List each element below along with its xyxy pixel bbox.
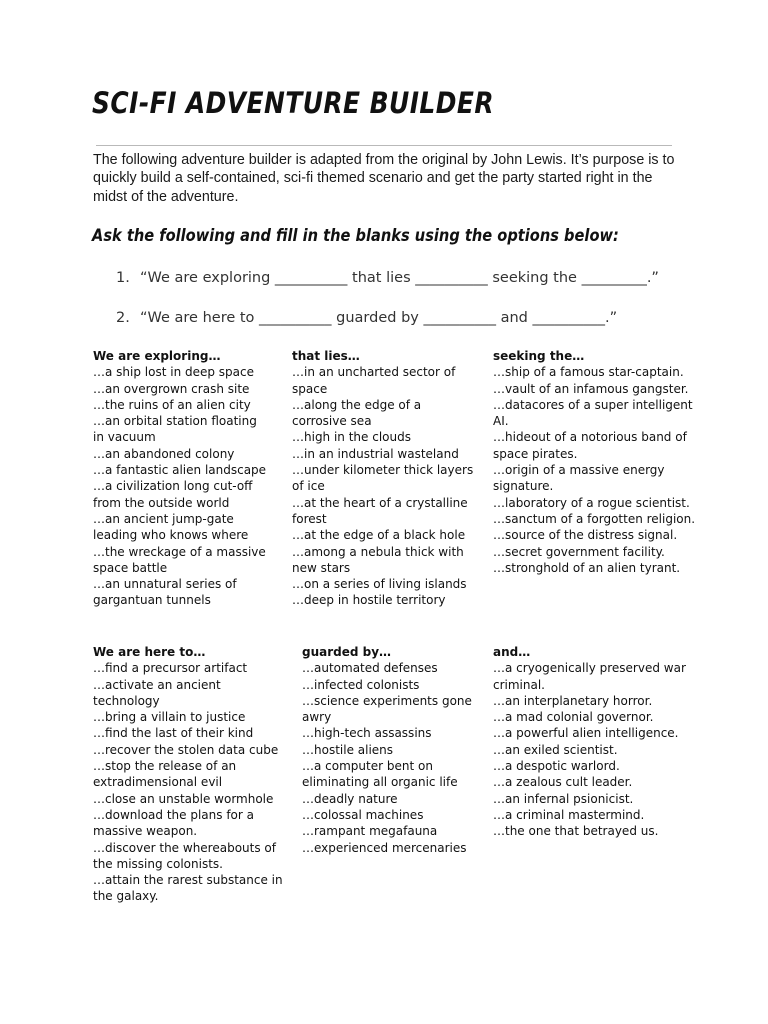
option-item: …an orbital station floating in vacuum — [93, 414, 257, 445]
option-item: …a cryogenically preserved war criminal. — [493, 661, 686, 692]
page-title: SCI-FI ADVENTURE BUILDER — [92, 86, 494, 120]
option-item: …hostile aliens — [302, 742, 394, 757]
table-heading: We are here to… — [93, 645, 206, 659]
option-item: …a despotic warlord. — [493, 759, 620, 774]
option-item: …infected colonists — [302, 677, 420, 692]
option-item: …an infernal psionicist. — [493, 791, 634, 806]
option-item: …on a series of living islands — [292, 577, 467, 592]
option-item: …stronghold of an alien tyrant. — [493, 560, 681, 575]
prompt-text: “We are here to __________ guarded by __________ and __________.” — [140, 310, 618, 326]
option-item: …download the plans for a massive weapon. — [93, 807, 254, 839]
table-heading: We are exploring… — [93, 349, 221, 363]
option-item: …recover the stolen data cube — [93, 742, 279, 757]
table-and — [493, 644, 698, 840]
option-item: …high-tech assassins — [302, 726, 432, 741]
option-item: …laboratory of a rogue scientist. — [493, 495, 690, 510]
option-item: …an unnatural series of gargantuan tunnels — [93, 577, 237, 608]
table-heading: guarded by… — [302, 645, 392, 659]
option-item: …an overgrown crash site — [93, 381, 250, 396]
option-item: …automated defenses — [302, 661, 438, 676]
table-heading: that lies… — [292, 349, 360, 363]
option-item: …among a nebula thick with new stars — [292, 544, 464, 575]
table-seeking — [493, 348, 698, 576]
option-item: …attain the rarest substance in the galaxy. — [93, 873, 283, 904]
option-item: …in an industrial wasteland — [292, 446, 459, 461]
option-item: …a civilization long cut-off from the outside world — [93, 479, 253, 510]
option-item: …datacores of a super intelligent AI. — [493, 397, 693, 429]
option-item: …origin of a massive energy signature. — [493, 463, 665, 494]
option-item: …hideout of a notorious band of space pirates. — [493, 430, 687, 461]
instructions-heading: Ask the following and fill in the blanks using the options below: — [92, 226, 619, 246]
option-item: …along the edge of a corrosive sea — [292, 397, 422, 429]
option-item: …activate an ancient technology — [93, 677, 221, 708]
option-item: …a criminal mastermind. — [493, 807, 645, 822]
option-item: …a powerful alien intelligence. — [493, 726, 679, 741]
option-item: …ship of a famous star-captain. — [493, 365, 684, 380]
option-item: …in an uncharted sector of space — [292, 365, 456, 396]
option-item: …stop the release of an extradimensional evil — [93, 759, 237, 790]
option-item: …an ancient jump-gate leading who knows where — [93, 511, 249, 543]
option-item: …under kilometer thick layers of ice — [292, 463, 474, 494]
option-item: …vault of an infamous gangster. — [493, 381, 689, 396]
option-item: …discover the whereabouts of the missing colonists. — [93, 840, 276, 871]
option-item: …a mad colonial governor. — [493, 710, 654, 725]
option-item: …the wreckage of a massive space battle — [93, 544, 266, 575]
option-item: …source of the distress signal. — [493, 528, 678, 543]
option-item: …close an unstable wormhole — [93, 791, 274, 806]
option-item: …bring a villain to justice — [93, 710, 246, 725]
title-divider — [96, 145, 672, 146]
option-item: …an abandoned colony — [93, 446, 235, 461]
prompt-item — [116, 268, 659, 308]
option-item: …high in the clouds — [292, 430, 411, 445]
option-item: …a fantastic alien landscape — [93, 463, 267, 478]
option-item: …science experiments gone awry — [302, 693, 472, 725]
option-item: …deep in hostile territory — [292, 593, 446, 608]
option-item: …the one that betrayed us. — [493, 824, 659, 839]
table-here-to — [93, 644, 283, 905]
intro-paragraph: The following adventure builder is adapted from the original by John Lewis. It’s purpose is to quickly build a self-contained, sci-fi themed scenario and get the party started right in the midst of the adventure. — [93, 152, 675, 205]
table-exploring — [93, 348, 271, 609]
option-item: …at the edge of a black hole — [292, 528, 466, 543]
prompt-list — [116, 268, 659, 348]
table-heading: and… — [493, 645, 531, 659]
prompt-number: 1. — [116, 270, 130, 286]
prompt-number: 2. — [116, 310, 130, 326]
option-item: …a computer bent on eliminating all organic life — [302, 759, 458, 790]
prompt-text: “We are exploring __________ that lies __________ seeking the _________.” — [140, 270, 659, 286]
prompt-item — [116, 308, 659, 348]
option-item: …deadly nature — [302, 791, 398, 806]
table-guarded — [302, 644, 474, 856]
option-item: …rampant megafauna — [302, 824, 438, 839]
option-item: …an interplanetary horror. — [493, 693, 653, 708]
option-item: …find the last of their kind — [93, 726, 254, 741]
option-item: …find a precursor artifact — [93, 661, 248, 676]
option-item: …colossal machines — [302, 807, 424, 822]
option-item: …an exiled scientist. — [493, 742, 618, 757]
option-item: …experienced mercenaries — [302, 840, 467, 855]
option-item: …sanctum of a forgotten religion. — [493, 511, 696, 526]
table-heading: seeking the… — [493, 349, 585, 363]
option-item: …secret government facility. — [493, 544, 665, 559]
table-lies — [292, 348, 474, 609]
option-item: …a zealous cult leader. — [493, 775, 633, 790]
option-item: …the ruins of an alien city — [93, 397, 251, 412]
option-item: …a ship lost in deep space — [93, 365, 255, 380]
option-item: …at the heart of a crystalline forest — [292, 495, 468, 526]
